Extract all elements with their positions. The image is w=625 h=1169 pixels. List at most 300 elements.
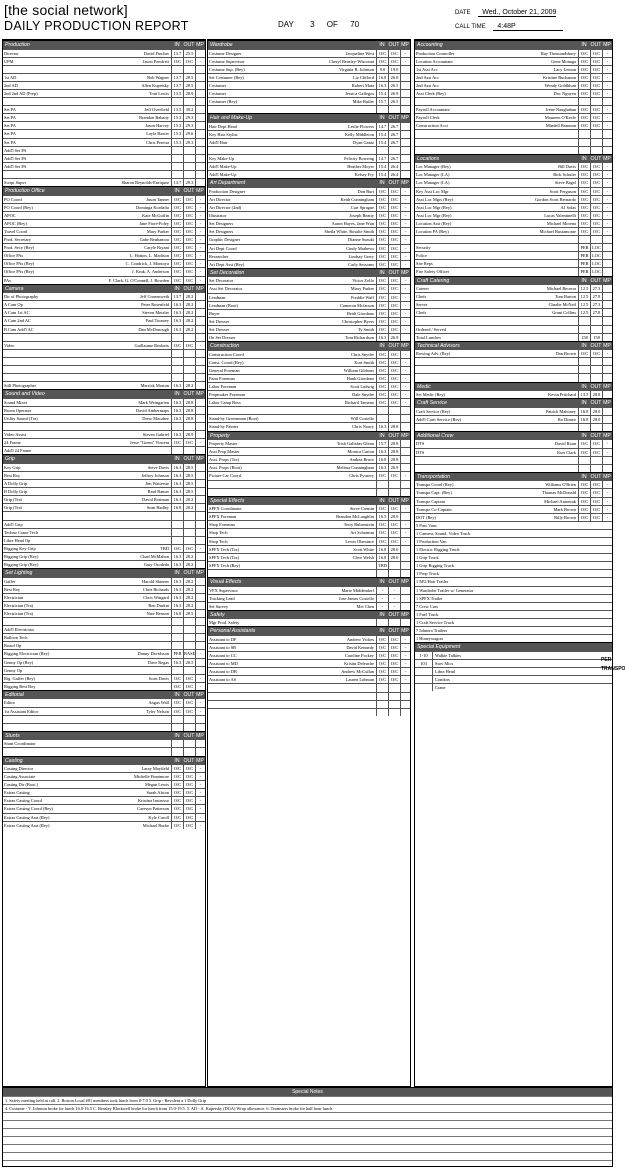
position: Techno Crane Tech [4, 529, 38, 535]
meal-penalty: - [602, 440, 612, 447]
meal-penalty: - [400, 359, 410, 366]
time-out: 26.4 [388, 171, 400, 178]
meal-penalty: - [195, 708, 205, 715]
crew-name: Nate Benson [146, 611, 169, 616]
position: Site Reps [416, 261, 433, 267]
crew-row [208, 244, 410, 252]
position: Grip (Tra) [4, 505, 23, 511]
time-in: 16.3 [376, 423, 388, 430]
crew-row [208, 325, 410, 333]
time-out: O/C [183, 58, 195, 65]
crew-name: Ben Durkin [148, 602, 169, 608]
time-out: O/C [183, 244, 195, 251]
out-header: OUT [388, 115, 400, 122]
position: A Cam Op [4, 302, 23, 308]
meal-penalty: - [602, 204, 612, 211]
position: Loc Manager (LA) [416, 180, 450, 186]
time-in: O/C [376, 375, 388, 382]
crew-name: Chris Noury [352, 424, 374, 430]
position: Stand-by Greensman (Boot) [209, 416, 259, 422]
time-out: 28.2 [183, 586, 195, 593]
section-accounting [415, 40, 612, 154]
crew-name [463, 366, 578, 373]
position [208, 481, 256, 488]
time-in: O/C [171, 228, 183, 235]
time-in: O/C [376, 188, 388, 195]
meal-penalty: - [400, 220, 410, 227]
position [415, 358, 463, 365]
meal-penalty [195, 98, 205, 105]
column-right [414, 39, 625, 1087]
meal-penalty [400, 171, 410, 178]
time-out [590, 236, 602, 243]
position: DTS [416, 449, 425, 455]
crew-row [208, 667, 410, 675]
section-header [208, 610, 410, 619]
time-in [171, 529, 183, 536]
in-header: IN [379, 432, 385, 439]
crew-name: Hank Giordano [346, 375, 374, 381]
special-notes [2, 1087, 613, 1167]
transpo-item-label: 1 Electric Rigging Truck [416, 547, 460, 553]
meal-penalty: - [195, 765, 205, 772]
equipment-row [415, 683, 612, 691]
crew-name: Tyler Nelson [146, 708, 169, 714]
section-header [3, 568, 205, 577]
time-out: 29.3 [183, 139, 195, 146]
time-out: O/C [388, 660, 400, 667]
mp-header: MP [196, 391, 204, 398]
crew-name: Laray Mayfield [141, 766, 169, 771]
meal-penalty: - [195, 683, 205, 690]
meal-penalty [602, 252, 612, 259]
position [415, 147, 463, 154]
section-header [3, 731, 205, 740]
meal-penalty [195, 586, 205, 593]
crew-name: Mark Brown [553, 506, 576, 512]
time-out: 28.8 [183, 407, 195, 414]
meal-penalty: - [400, 351, 410, 358]
crew-row [415, 308, 612, 316]
time-in: PER [578, 244, 590, 251]
crew-name: Christopher Byers [341, 318, 374, 324]
crew-row [3, 97, 205, 105]
time-out: O/C [590, 440, 602, 447]
crew-row [3, 430, 205, 438]
time-in: O/C [376, 505, 388, 512]
time-out: O/C [590, 212, 602, 219]
meal-penalty [400, 595, 410, 602]
meal-penalty [400, 481, 410, 488]
crew-row [3, 438, 205, 446]
in-header: IN [379, 579, 385, 586]
meal-penalty: - [400, 326, 410, 333]
time-out: 28.5 [183, 82, 195, 89]
meal-penalty [400, 66, 410, 73]
meal-penalty [195, 488, 205, 495]
section-header [415, 341, 612, 350]
column-left [2, 39, 206, 1087]
crew-row [415, 259, 612, 267]
position: Location Asst (Rey) [416, 220, 452, 226]
time-out [590, 424, 602, 431]
out-header: OUT [590, 400, 602, 407]
position: Genny Op [4, 667, 23, 673]
in-header: IN [174, 285, 180, 292]
crew-row [415, 89, 612, 97]
section-header [415, 40, 612, 49]
time-out: - [388, 595, 400, 602]
time-in [171, 155, 183, 162]
time-in: 16.3 [171, 317, 183, 324]
crew-row [3, 138, 205, 146]
time-in: O/C [578, 58, 590, 65]
meal-penalty [195, 179, 205, 186]
section-title: Hair and Make-Up [210, 115, 253, 122]
in-header: IN [174, 42, 180, 48]
meal-penalty: - [400, 383, 410, 390]
crew-name: Art Schramm [350, 530, 374, 536]
time-out: O/C [388, 383, 400, 390]
crew-row [3, 593, 205, 601]
crew-row [3, 129, 205, 137]
crew-row [3, 154, 205, 162]
time-out: O/C [183, 822, 195, 829]
crew-name: Ray Thousandsbury [540, 50, 576, 56]
meal-penalty [400, 155, 410, 162]
time-in: 16.3 [171, 472, 183, 479]
position: Dir of Photography [4, 294, 39, 300]
crew-row [208, 162, 410, 170]
meal-penalty [602, 260, 612, 267]
crew-row [3, 601, 205, 609]
position: UPM [4, 58, 14, 64]
time-out [183, 66, 195, 73]
meal-penalty: - [400, 212, 410, 219]
crew-row [415, 178, 612, 186]
time-out: 29.3 [183, 179, 195, 186]
meal-penalty [400, 163, 410, 170]
crew-name: Sharon Reynolds-Enriquez [121, 180, 169, 185]
crew-name [256, 147, 376, 154]
crew-name [51, 740, 171, 747]
crew-name: Curt Sprague [350, 205, 374, 211]
crew-row [208, 211, 410, 219]
time-in [171, 171, 183, 178]
crew-name [51, 716, 171, 723]
meal-penalty: - [195, 781, 205, 788]
position: Loc Manager (LA) [416, 172, 450, 178]
time-in [578, 374, 590, 381]
meal-penalty: - [400, 538, 410, 545]
time-in: O/C [171, 789, 183, 796]
equipment-row [415, 659, 612, 667]
time-in: O/C [376, 326, 388, 333]
meal-penalty: - [400, 261, 410, 268]
time-in: 14.7 [376, 123, 388, 130]
crew-name: Merrick Morton [140, 383, 169, 389]
time-out [590, 147, 602, 154]
time-in: 13.7 [171, 82, 183, 89]
time-in: O/C [376, 310, 388, 317]
time-in: 13.7 [171, 50, 183, 57]
crew-name: Jane Fiore-Foley [139, 220, 169, 226]
in-header: IN [379, 497, 385, 504]
position [415, 130, 463, 137]
position: Tracking Lead [209, 595, 235, 601]
section-header [208, 40, 410, 49]
position: Assistant to MD [209, 661, 238, 667]
time-out [388, 407, 400, 414]
crew-row [208, 528, 410, 536]
time-out: O/C [388, 326, 400, 333]
position: Video [4, 342, 15, 348]
day-counter [278, 20, 378, 29]
crew-row [3, 227, 205, 235]
meal-penalty: - [195, 439, 205, 446]
position: On Set Dresser [209, 335, 236, 340]
time-out: - [388, 587, 400, 594]
transpo-item-label: 1 Wardrobe Trailer w/ Generator [416, 587, 474, 593]
in-header: IN [174, 391, 180, 398]
mp-header: MP [603, 432, 611, 439]
out-header: OUT [590, 432, 602, 439]
section-special-effects [208, 496, 410, 577]
transpo-item [415, 569, 612, 577]
time-out: O/C [388, 521, 400, 528]
crew-row [3, 649, 205, 657]
report-title: DAILY PRODUCTION REPORT [4, 19, 189, 33]
time-out: O/C [183, 789, 195, 796]
crew-row [3, 560, 205, 568]
time-in: 15.7 [376, 440, 388, 447]
time-out: O/C [590, 90, 602, 97]
out-header: OUT [388, 343, 400, 350]
mp-header: MP [401, 115, 409, 122]
crew-row [208, 122, 410, 130]
time-out [388, 562, 400, 569]
position: Researcher [209, 253, 229, 259]
crew-name: Rick Schuler [553, 172, 576, 178]
crew-row [415, 146, 612, 154]
position [208, 147, 256, 154]
meal-penalty [195, 317, 205, 324]
time-out: O/C [183, 277, 195, 284]
meal-penalty: - [195, 228, 205, 235]
crew-name: Steven Meizler [142, 310, 169, 316]
time-in: O/C [376, 318, 388, 325]
meal-penalty [195, 155, 205, 162]
crew-row [3, 764, 205, 772]
time-out: O/C [388, 212, 400, 219]
meal-penalty: - [400, 204, 410, 211]
position: B Dolly Grip [4, 489, 28, 495]
crew-name: Dominga Kordafta [135, 204, 169, 210]
time-out: 27.8 [590, 309, 602, 316]
crew-name: Kevin Pritchard [548, 392, 576, 398]
mp-header: MP [603, 473, 611, 480]
mp-header: MP [196, 188, 204, 195]
time-in: 16.3 [171, 326, 183, 333]
meal-penalty: - [195, 342, 205, 349]
time-in: 16.3 [171, 488, 183, 495]
time-out: 28.2 [183, 326, 195, 333]
time-in: PER [171, 650, 183, 657]
position: Best Boy [4, 586, 21, 592]
position: Production Controller [416, 50, 455, 56]
position: Casting Associate [4, 774, 36, 780]
position: Grip (Tra) [4, 497, 23, 503]
meal-penalty: - [602, 188, 612, 195]
section-title: Medic [417, 383, 431, 390]
time-out: O/C [388, 50, 400, 57]
crew-row [208, 635, 410, 643]
crew-name: Clive Welsh [352, 554, 374, 560]
crew-row [415, 357, 612, 365]
time-in: O/C [376, 285, 388, 292]
of-label: OF [326, 20, 338, 29]
time-out: O/C [590, 82, 602, 89]
meal-penalty: - [400, 277, 410, 284]
time-in: 13.7 [171, 74, 183, 81]
meal-penalty: - [602, 163, 612, 170]
crew-name [51, 618, 171, 625]
position: Add'l Hair [209, 139, 228, 145]
position: Assistant to AS [209, 677, 237, 683]
crew-row [3, 617, 205, 625]
meal-penalty: - [400, 188, 410, 195]
time-in [171, 66, 183, 73]
position [415, 374, 463, 381]
meal-penalty [195, 90, 205, 97]
time-in: 15.3 [171, 122, 183, 129]
crew-name: Charlie McNeil [548, 302, 576, 308]
crew-row [208, 422, 410, 430]
time-in [376, 147, 388, 154]
time-out: O/C [590, 171, 602, 178]
time-out: O/C [388, 228, 400, 235]
time-in: 16.5 [376, 513, 388, 520]
crew-row [208, 406, 410, 414]
transpo-item [415, 521, 612, 529]
crew-name [51, 529, 171, 536]
position: 24 Frame [4, 440, 21, 446]
crew-name [51, 350, 171, 357]
crew-name: Dan Brown [555, 351, 576, 357]
crew-row [208, 651, 410, 659]
crew-name: David Ambermaps [135, 407, 169, 413]
crew-row [208, 708, 410, 716]
position: Add'l Make-Up [209, 172, 237, 178]
crew-row [3, 349, 205, 357]
crew-row [415, 407, 612, 415]
crew-row [3, 316, 205, 324]
crew-name [51, 521, 171, 528]
section-title: Casting [5, 757, 23, 764]
crew-row [208, 463, 410, 471]
time-in: 16.3 [171, 578, 183, 585]
crew-name: Mindell Brannon [545, 123, 576, 129]
meal-penalty [195, 740, 205, 747]
meal-penalty [602, 268, 612, 275]
crew-row [208, 480, 410, 488]
crew-row [208, 227, 410, 235]
crew-row [3, 520, 205, 528]
section-header [208, 178, 410, 187]
meal-penalty [400, 106, 410, 113]
crew-row [3, 633, 205, 641]
transpo-item [415, 537, 612, 545]
crew-row [3, 292, 205, 300]
time-in: 16.3 [171, 431, 183, 438]
position [415, 465, 463, 472]
time-out: O/C [388, 245, 400, 252]
per-transpo-label: PER TRANSPO [601, 657, 625, 672]
crew-name: Scott White [353, 546, 374, 552]
crew-name [463, 98, 578, 105]
transpo-item-label: 1 Prop Truck [416, 571, 439, 577]
time-out [183, 716, 195, 723]
meal-penalty [400, 407, 410, 414]
time-out: O/C [183, 773, 195, 780]
crew-row [3, 406, 205, 414]
crew-row [208, 439, 410, 447]
crew-name [463, 326, 578, 333]
time-in [376, 701, 388, 708]
crew-row [3, 398, 205, 406]
section-craft-service [415, 398, 612, 431]
time-out: 26.0 [388, 74, 400, 81]
time-in: O/C [171, 708, 183, 715]
time-in: O/C [376, 196, 388, 203]
equipment-row [415, 667, 612, 675]
time-out: 28.2 [183, 504, 195, 511]
time-in: O/C [376, 50, 388, 57]
crew-name: C. Coudrick, J. Montoya [125, 261, 169, 267]
crew-row [3, 170, 205, 178]
time-out: 28.0 [388, 554, 400, 561]
meal-penalty [400, 603, 410, 610]
meal-penalty [400, 709, 410, 716]
crew-row [415, 439, 612, 447]
meal-penalty: - [602, 106, 612, 113]
time-in: O/C [376, 236, 388, 243]
time-in: O/C [578, 122, 590, 129]
crew-name [463, 147, 578, 154]
meal-penalty [195, 594, 205, 601]
crew-name: Aaron Hayes, Jane Wun [331, 221, 374, 227]
position: Transpo Coord (Rey) [416, 482, 454, 488]
position: Key Hair Stylist [209, 131, 238, 137]
meal-penalty: - [195, 675, 205, 682]
time-out: O/C [388, 367, 400, 374]
crew-name: Chris Wingard [143, 594, 169, 600]
time-out: O/C [388, 676, 400, 683]
time-out: O/C [590, 220, 602, 227]
crew-row [3, 162, 205, 170]
crew-name: Irene Naughahan [545, 107, 576, 113]
section-title: Special Equipment [417, 644, 461, 651]
section-header [208, 268, 410, 277]
crew-row [3, 503, 205, 511]
time-in [171, 740, 183, 747]
crew-row [3, 495, 205, 503]
crew-name: Jeff Overfield [144, 107, 169, 113]
crew-name: Harold Skinner [142, 578, 169, 584]
position [3, 366, 51, 373]
position: APOC [4, 212, 16, 218]
position: 2nd AD [4, 82, 18, 88]
